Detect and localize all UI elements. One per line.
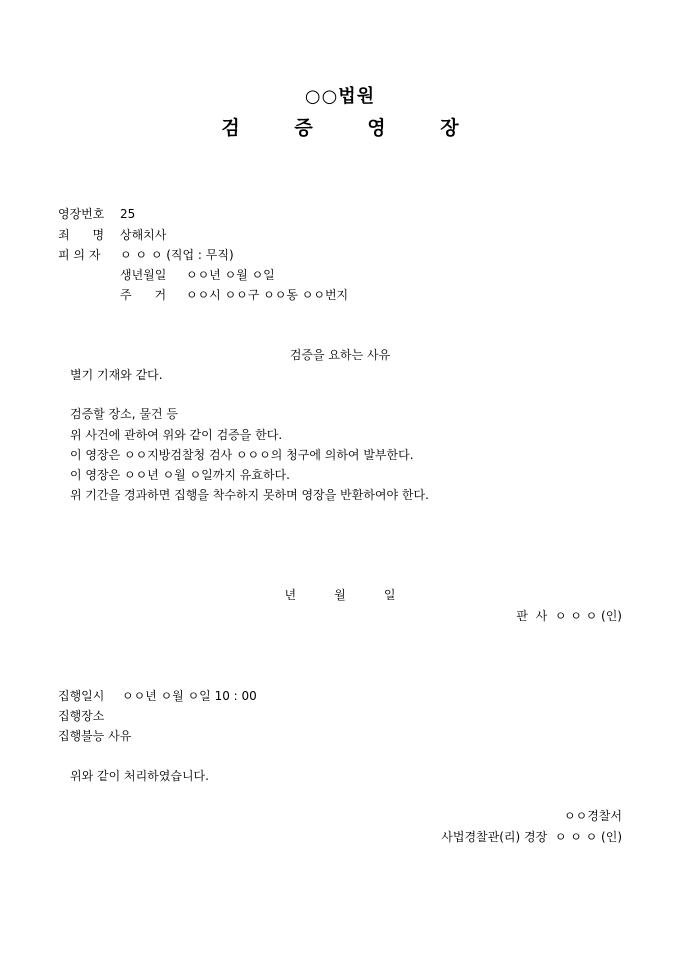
execution-note: 위와 같이 처리하였습니다. <box>70 769 209 783</box>
body-line: 위 사건에 관하여 위와 같이 검증을 한다. <box>70 428 283 442</box>
execution-datetime-label: 집행일시 <box>58 689 105 703</box>
dob-value: ㅇㅇ년 ㅇ월 ㅇ일 <box>186 268 275 282</box>
issue-date: 년 월 일 <box>284 588 396 602</box>
warrant-number-label: 영장번호 <box>58 207 105 221</box>
court-name: ○○법원 <box>304 86 376 107</box>
judge-signature: 판 사 ㅇ ㅇ ㅇ (인) <box>516 609 622 623</box>
suspect-value: ㅇ ㅇ ㅇ (직업 : 무직) <box>120 248 234 262</box>
crime-label: 죄 명 <box>58 228 105 242</box>
body-line: 이 영장은 ㅇㅇ년 ㅇ월 ㅇ일까지 유효하다. <box>70 468 290 482</box>
body-line: 검증할 장소, 물건 등 <box>70 407 178 421</box>
address-label: 주 거 <box>120 288 167 302</box>
suspect-label: 피 의 자 <box>58 248 101 262</box>
officer-signature: 사법경찰관(리) 경장 ㅇ ㅇ ㅇ (인) <box>441 830 622 844</box>
reason-text: 별기 기재와 같다. <box>70 368 163 382</box>
execution-place-label: 집행장소 <box>58 709 105 723</box>
crime-value: 상해치사 <box>120 228 167 242</box>
reason-heading: 검증을 요하는 사유 <box>289 348 391 362</box>
dob-label: 생년월일 <box>120 268 167 282</box>
warrant-number: 25 <box>120 207 136 221</box>
body-line: 이 영장은 ㅇㅇ지방검찰청 검사 ㅇㅇㅇ의 청구에 의하여 발부한다. <box>70 448 414 462</box>
execution-datetime: ㅇㅇ년 ㅇ월 ㅇ일 10 : 00 <box>122 689 257 703</box>
police-station: ㅇㅇ경찰서 <box>564 809 622 823</box>
body-line: 위 기간을 경과하면 집행을 착수하지 못하며 영장을 반환하여야 한다. <box>70 488 429 502</box>
document-title: 검 증 영 장 <box>221 117 483 139</box>
address-value: ㅇㅇ시 ㅇㅇ구 ㅇㅇ동 ㅇㅇ번지 <box>186 288 349 302</box>
execution-failure-label: 집행불능 사유 <box>58 729 132 743</box>
